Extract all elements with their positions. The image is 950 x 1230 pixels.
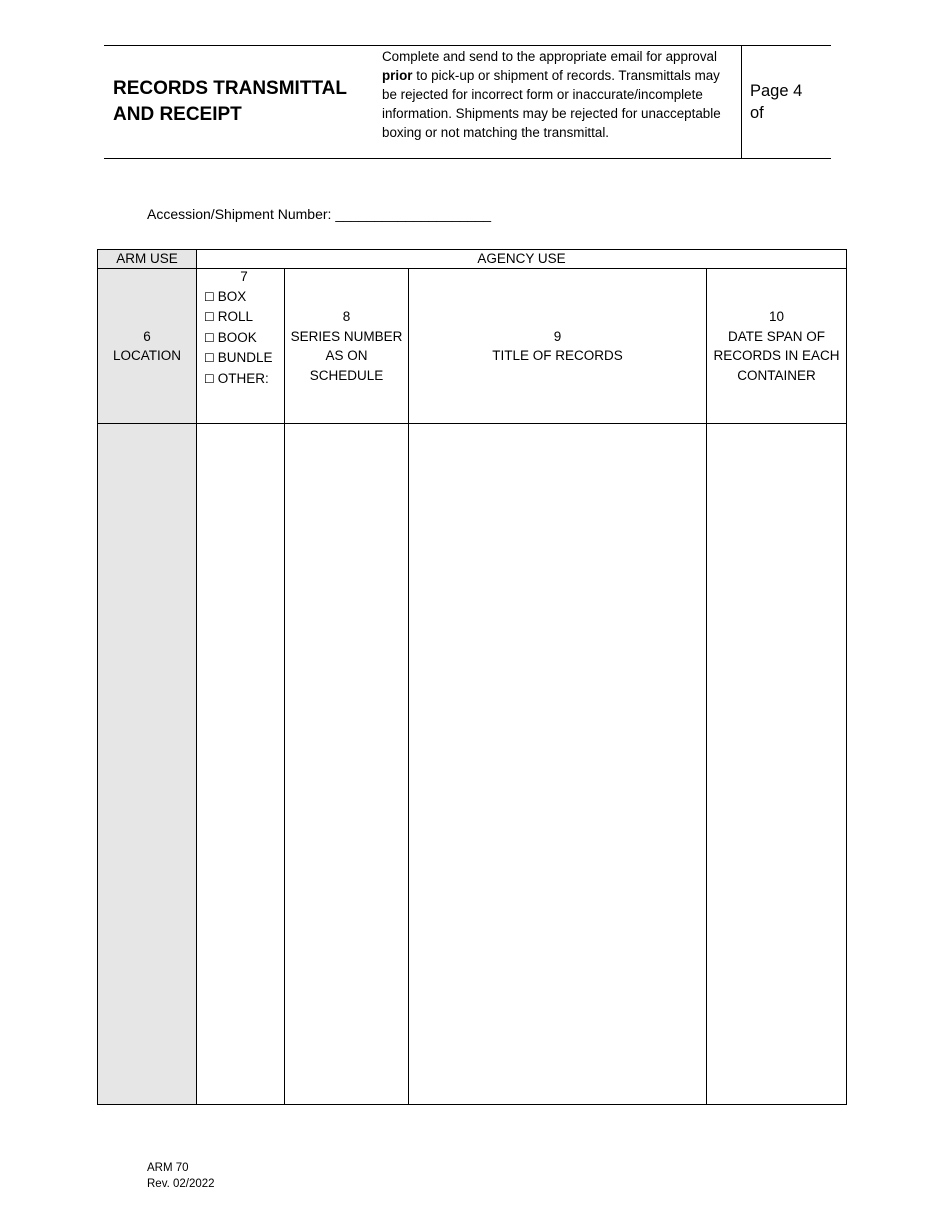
col-date-span-header [707,269,847,424]
form-footer [147,1160,215,1192]
col10-label-line2: RECORDS IN EACH [713,348,840,363]
page-number-line2: of [750,104,764,122]
accession-number-field[interactable] [147,206,491,222]
checkbox-label: OTHER: [217,370,269,386]
col-series-number-header [285,269,409,424]
date-span-cell[interactable] [707,424,847,1105]
col7-number: 7 [240,269,248,284]
records-table [97,249,847,1105]
checkbox-label: ROLL [217,309,254,324]
col-title-header [409,269,707,424]
table-row [98,424,847,1105]
col-location-header [98,269,197,424]
form-title-line2: AND RECEIPT [113,104,242,125]
accession-blank[interactable]: ____________________ [335,206,492,222]
agency-use-heading: AGENCY USE [197,250,847,269]
form-id: ARM 70 [147,1162,189,1174]
checkbox-icon[interactable]: ☐ [204,310,215,324]
col10-label-line1: DATE SPAN OF [728,328,826,344]
checkbox-bundle[interactable] [204,348,284,369]
checkbox-label: BUNDLE [217,350,273,365]
form-title [104,46,376,158]
checkbox-icon[interactable]: ☐ [204,371,215,386]
instructions-emphasis: prior [382,68,413,83]
col6-label: LOCATION [112,348,181,363]
arm-use-heading: ARM USE [98,250,197,269]
col8-label-line1: SERIES NUMBER [290,328,403,344]
accession-label: Accession/Shipment Number: [147,206,336,222]
checkbox-label: BOX [217,288,247,304]
col6-number: 6 [143,328,151,344]
form-revision: Rev. 02/2022 [147,1178,215,1190]
instructions-text-start: Complete and send to the appropriate email for approval [382,49,717,64]
checkbox-book[interactable] [204,328,284,349]
checkbox-box[interactable] [204,287,284,308]
checkbox-icon[interactable]: ☐ [204,351,215,365]
checkbox-other[interactable] [204,369,284,390]
page-number-line1: Page 4 [750,82,803,100]
title-cell[interactable] [409,424,707,1105]
checkbox-icon[interactable]: ☐ [204,330,215,345]
col10-label-line3: CONTAINER [737,367,816,383]
col9-label: TITLE OF RECORDS [492,348,623,363]
series-number-cell[interactable] [285,424,409,1105]
col-container-type-header [197,269,285,424]
col10-number: 10 [769,309,785,324]
location-cell[interactable] [98,424,197,1105]
form-header [104,45,831,159]
instructions-text-end: to pick-up or shipment of records. Transmittals may be rejected for incorrect form or inaccurate/incomplete information. Shipments may be rejected for unacceptable boxing or not matching the transmittal. [382,68,721,140]
form-title-line1: RECORDS TRANSMITTAL [113,78,347,99]
checkbox-icon[interactable]: ☐ [204,289,215,304]
col8-label-line3: SCHEDULE [309,367,384,383]
checkbox-label: BOOK [217,329,257,345]
checkbox-roll[interactable] [204,307,284,328]
page-number [741,46,831,158]
col9-number: 9 [553,328,562,344]
col8-label-line2: AS ON [325,348,368,363]
container-type-cell[interactable] [197,424,285,1105]
form-instructions [376,46,741,158]
col8-number: 8 [342,309,351,324]
